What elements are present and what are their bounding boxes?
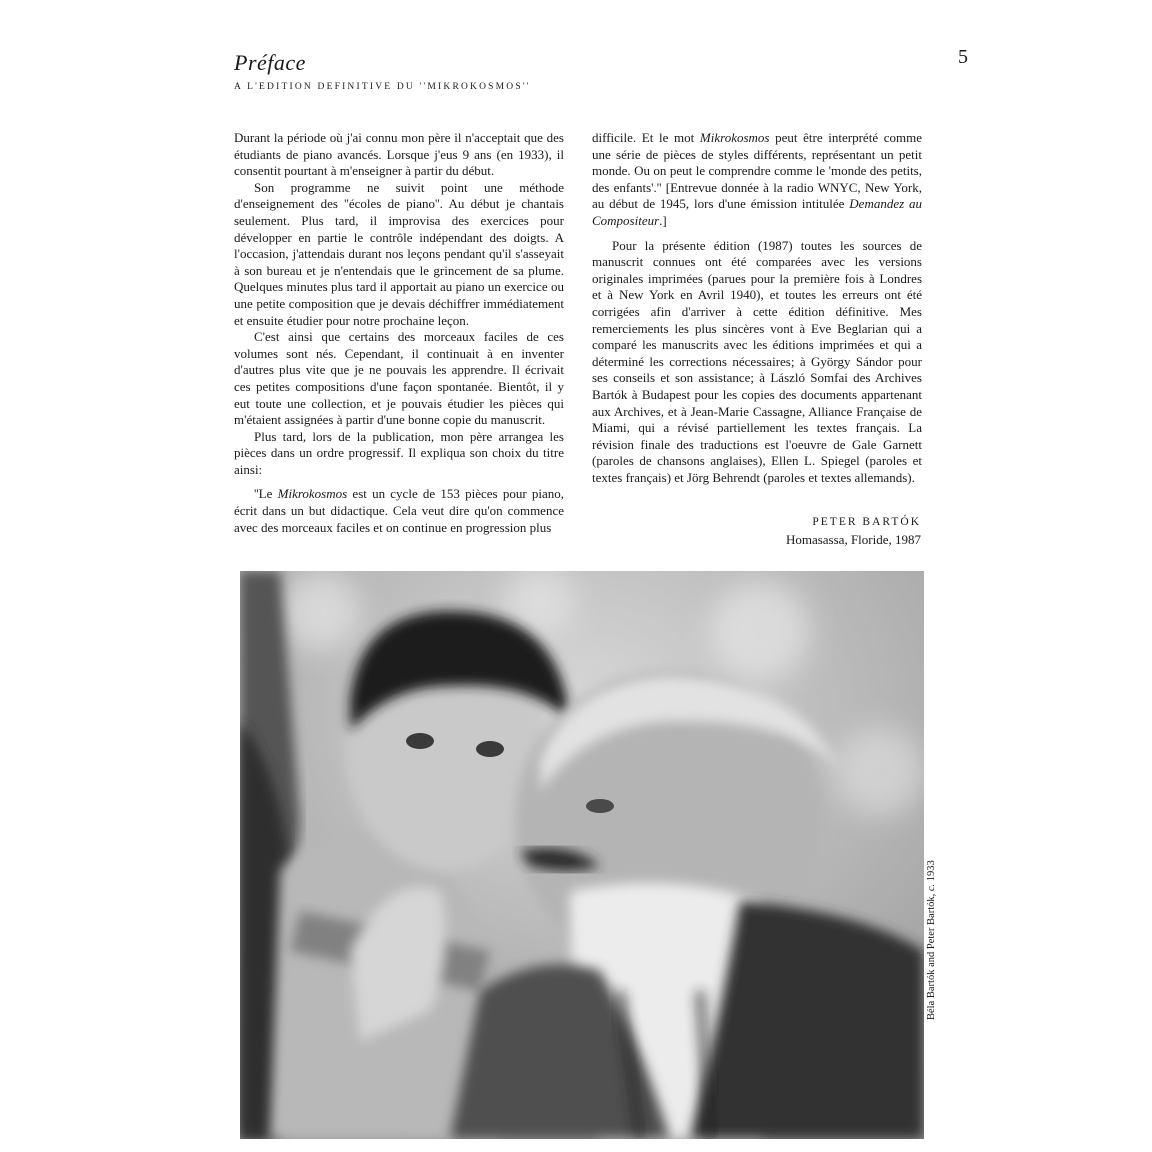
caption-text: Béla Bartók and Peter Bartók,: [926, 891, 937, 1020]
photograph: [240, 571, 924, 1139]
quote-text: ''Le: [254, 486, 278, 502]
page-number: 5: [958, 46, 968, 68]
caption-circa: c.: [926, 883, 937, 892]
work-title: Mikrokosmos: [277, 486, 348, 502]
quote-text: difficile. Et le mot: [592, 130, 700, 145]
quote-continuation: [592, 130, 922, 230]
right-column: [592, 130, 922, 486]
quote-paragraph: [234, 486, 564, 536]
work-title: Mikrokosmos: [699, 130, 770, 145]
caption-year: 1933: [926, 860, 937, 884]
page-subtitle: A L'EDITION DEFINITIVE DU ''MIKROKOSMOS'': [234, 82, 531, 92]
paragraph: Son programme ne suivit point une méthode d'enseignement des ''écoles de piano''. Au début je chantais seulement. Plus tard, il improvisa des exercices pour développer en partie le contrôle indépendant des doigts. A l'occasion, j'attendais durant nos leçons pendant qu'il s'asseyait à son bureau et je n'entendais que le grincement de sa plume. Quelques minutes plus tard il apportait au piano un exercice ou une petite composition que je devais déchiffrer immédiatement et ensuite étudier pour notre prochaine leçon.: [234, 179, 564, 328]
author-name: PETER BARTÓK: [812, 516, 921, 528]
paragraph: Pour la présente édition (1987) toutes les sources de manuscrit connues ont été comparées avec les versions originales imprimées (parues pour la première fois à Londres et à New York en Avril 1940), et toutes les erreurs ont été corrigées afin d'arriver à cette édition définitive. Mes remerciements les plus sincères vont à Eve Beglarian qui a comparé les manuscrits avec les éditions imprimées et qui a déterminé les corrections nécessaires; à György Sándor pour ses conseils et son assistance; à László Somfai des Archives Bartók à Budapest pour les copies des documents appartenant aux Archives, et à Jean-Marie Cassagne, Alliance Française de Miami, qui a révisé partiellement les textes français. La révision finale des traductions est l'oeuvre de Gale Garnett (paroles de chansons anglaises), Ellen L. Spiegel (paroles et textes français) et Jörg Behrendt (paroles et textes allemands).: [592, 237, 922, 485]
quote-text: peut être interprété comme une série de pièces de styles différents, représentant un petit monde. Ou on peut le comprendre comme le 'monde des petits, des enfants'.'' [Entrevue donnée à la radio WNYC, New York, au début de 1945, lors d'une émission intitulée: [592, 130, 922, 212]
author-place-date: Homasassa, Floride, 1987: [785, 532, 921, 547]
paragraph: C'est ainsi que certains des morceaux faciles de ces volumes sont nés. Cependant, il continuait à en inventer d'autres plus vite que je ne pouvais les apprendre. Il écrivait ces petites compositions d'une façon spontanée. Bientôt, il y eut toute une collection, et je pouvais étudier les pièces qui m'étaient assignées à partir d'une bonne copie du manuscrit.: [234, 329, 564, 428]
page-title: Préface: [234, 50, 306, 75]
photo-illustration: [240, 571, 924, 1139]
left-column: [234, 130, 564, 536]
program-title: Demandez au Compositeur: [592, 196, 922, 228]
signature-block: [786, 514, 921, 548]
paragraph: Durant la période où j'ai connu mon père il n'acceptait que des étudiants de piano avancés. Lorsque j'eus 9 ans (en 1933), il consentit pourtant à m'enseigner à partir du début.: [234, 130, 564, 179]
paragraph: Plus tard, lors de la publication, mon père arrangea les pièces dans un ordre progressif. Il expliqua son choix du titre ainsi:: [234, 428, 564, 477]
quote-text: .]: [659, 212, 667, 228]
quote-text: est un cycle de 153 pièces pour piano, écrit dans un but didactique. Cela veut dire qu'on commence avec des morceaux faciles et on continue en progression plus: [234, 486, 565, 535]
photo-caption: [926, 860, 937, 1020]
